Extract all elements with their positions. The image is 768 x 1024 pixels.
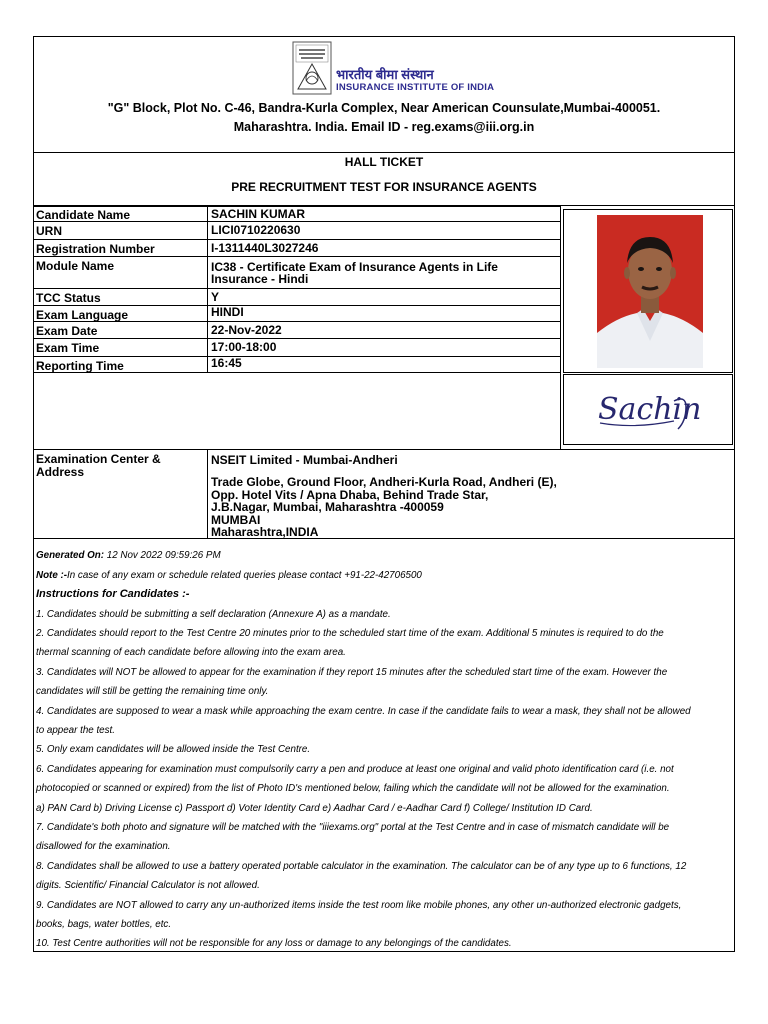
header xyxy=(34,37,734,153)
title-block xyxy=(34,152,734,206)
logo-hindi-text: भारतीय बीमा संस्थान xyxy=(336,67,434,82)
instruction-line: 4. Candidates are supposed to wear a mask while approaching the exam centre. In case if the candidate fails to wear a mask, they shall not be allowed xyxy=(36,706,691,717)
photo-divider xyxy=(560,206,561,449)
note-value: In case of any exam or schedule related queries please contact +91-22-42706500 xyxy=(67,570,422,581)
instruction-line: thermal scanning of each candidate before allowing into the exam area. xyxy=(36,647,346,658)
photo-frame xyxy=(563,209,733,373)
detail-label: URN xyxy=(36,224,62,238)
test-name: PRE RECRUITMENT TEST FOR INSURANCE AGENTS xyxy=(231,180,537,194)
signature-frame xyxy=(563,374,733,445)
detail-value: LICI0710220630 xyxy=(211,223,301,237)
detail-label: Candidate Name xyxy=(36,208,131,222)
column-divider xyxy=(207,206,208,373)
center-divider xyxy=(207,450,208,538)
center-label: Examination Center & Address xyxy=(36,452,161,479)
instruction-line: a) PAN Card b) Driving License c) Passport d) Voter Identity Card e) Aadhar Card / e-Aadhar Card f) College/ Institution ID Card. xyxy=(36,803,593,814)
instruction-line: digits. Scientific/ Financial Calculator is not allowed. xyxy=(36,880,260,891)
detail-value: 22-Nov-2022 xyxy=(211,323,282,337)
detail-label: Reporting Time xyxy=(36,359,124,373)
logo xyxy=(292,41,495,97)
instruction-line: 9. Candidates are NOT allowed to carry any un-authorized items inside the test room like mobile phones, any other un-authorized electronic gadgets, xyxy=(36,900,682,911)
detail-label: Exam Time xyxy=(36,341,100,355)
generated-label: Generated On: xyxy=(36,550,105,561)
detail-value: IC38 - Certificate Exam of Insurance Agents in Life Insurance - Hindi xyxy=(211,260,498,286)
instruction-line: candidates will still be getting the remaining time only. xyxy=(36,686,269,697)
instruction-line: 2. Candidates should report to the Test Centre 20 minutes prior to the scheduled start time of the exam. Additional 5 minutes is required to do the xyxy=(36,628,664,639)
detail-row-module-name xyxy=(34,257,561,289)
center-address xyxy=(211,476,557,539)
instructions-heading: Instructions for Candidates :- xyxy=(36,588,190,600)
detail-value: 17:00-18:00 xyxy=(211,340,277,354)
institute-address: "G" Block, Plot No. C-46, Bandra-Kurla Complex, Near American Counsulate,Mumbai-400051. xyxy=(107,101,661,115)
instruction-line: 6. Candidates appearing for examination must compulsorily carry a pen and produce at least one original and valid photo identification card (i.e. not xyxy=(36,764,674,775)
center-address-line: J.B.Nagar, Mumbai, Maharashtra -400059 xyxy=(211,500,444,514)
instruction-line: to appear the test. xyxy=(36,725,115,736)
detail-value: I-1311440L3027246 xyxy=(211,241,319,255)
detail-row-exam-date xyxy=(34,322,561,339)
instruction-line: 5. Only exam candidates will be allowed inside the Test Centre. xyxy=(36,744,311,755)
detail-label: Exam Date xyxy=(36,324,98,338)
detail-value: SACHIN KUMAR xyxy=(211,207,305,221)
instruction-line: 3. Candidates will NOT be allowed to appear for the examination if they report 15 minutes after the scheduled start time of the exam. However the xyxy=(36,667,668,678)
detail-row-urn xyxy=(34,222,561,240)
hall-ticket xyxy=(33,36,735,952)
photo-signature-box xyxy=(562,208,734,446)
logo-english-text: INSURANCE INSTITUTE OF INDIA xyxy=(336,82,495,93)
detail-label: Exam Language xyxy=(36,308,129,322)
instruction-line: 7. Candidate's both photo and signature will be matched with the "iiiexams.org" portal at the Test Centre and in case of mismatch candidate will be xyxy=(36,822,670,833)
detail-label: Registration Number xyxy=(36,242,155,256)
center-address-line: Trade Globe, Ground Floor, Andheri-Kurla Road, Andheri (E), xyxy=(211,475,557,489)
detail-value: 16:45 xyxy=(211,356,242,370)
center-address-line: Opp. Hotel Vits / Apna Dhaba, Behind Trade Star, xyxy=(211,487,489,502)
center-address-line: MUMBAI xyxy=(211,512,261,527)
detail-row-exam-language xyxy=(34,306,561,322)
instruction-line: 8. Candidates shall be allowed to use a battery operated portable calculator in the examination. The calculator can be of any type up to 6 functions, 12 xyxy=(36,861,687,872)
note xyxy=(36,570,422,581)
detail-row-registration-number xyxy=(34,240,561,257)
detail-row-candidate-name xyxy=(34,206,561,222)
detail-value: Y xyxy=(211,290,220,304)
candidate-photo xyxy=(597,215,703,368)
generated-value: 12 Nov 2022 09:59:26 PM xyxy=(104,550,221,561)
note-label: Note :- xyxy=(36,570,68,581)
center-name: NSEIT Limited - Mumbai-Andheri xyxy=(211,453,398,467)
candidate-signature xyxy=(594,385,704,435)
instruction-line: 10. Test Centre authorities will not be responsible for any loss or damage to any belongings of the candidates. xyxy=(36,938,512,949)
center-address-line: Maharashtra,INDIA xyxy=(211,525,319,539)
instruction-line: disallowed for the examination. xyxy=(36,841,171,852)
instruction-line: books, bags, water bottles, etc. xyxy=(36,919,172,930)
hall-ticket-title: HALL TICKET xyxy=(344,155,424,169)
signature-text: Sachin xyxy=(598,392,702,427)
institute-contact: Maharashtra. India. Email ID - reg.exams@iii.org.in xyxy=(233,120,535,134)
institute-emblem-icon xyxy=(292,41,332,95)
detail-row-exam-time xyxy=(34,339,561,357)
detail-label: Module Name xyxy=(36,259,115,273)
detail-value: HINDI xyxy=(211,305,244,319)
detail-row-reporting-time xyxy=(34,357,561,373)
detail-row-tcc-status xyxy=(34,289,561,306)
instruction-line: photocopied or scanned or expired) from the list of Photo ID's mentioned below, failing which the candidate will not be allowed for the examination. xyxy=(36,783,670,794)
generated-on xyxy=(36,550,221,561)
detail-label: TCC Status xyxy=(36,291,101,305)
exam-center xyxy=(34,449,734,539)
instruction-line: 1. Candidates should be submitting a self declaration (Annexure A) as a mandate. xyxy=(36,609,391,620)
